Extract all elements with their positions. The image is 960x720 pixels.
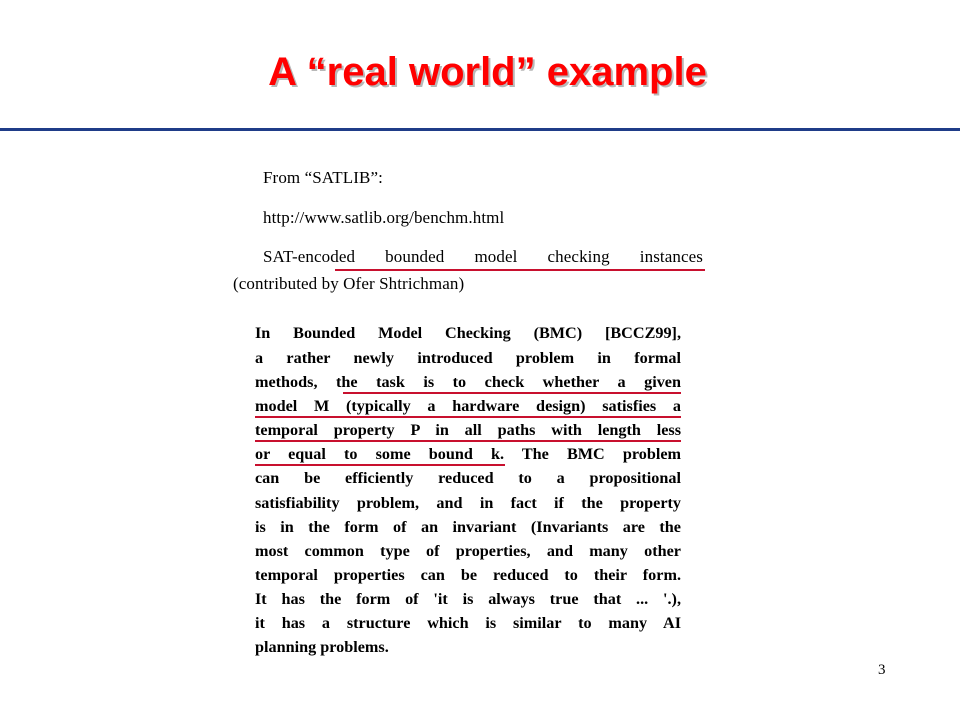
model-underline [255, 416, 681, 418]
paragraph-line: model M (typically a hardware design) satisfies a [255, 397, 681, 415]
heading-underline [335, 269, 705, 271]
paragraph-line: it has a structure which is similar to many AI [255, 614, 681, 632]
source-label: From “SATLIB”: [263, 168, 383, 187]
paragraph-line: satisfiability problem, and in fact if the property [255, 494, 681, 512]
paragraph-line: methods, the task is to check whether a given [255, 373, 681, 391]
contributor-line: (contributed by Ofer Shtrichman) [233, 274, 465, 293]
satlib-url: http://www.satlib.org/benchm.html [263, 208, 505, 227]
excerpt-heading: SAT-encoded bounded model checking instances [263, 247, 703, 266]
property-underline [255, 440, 681, 442]
paragraph-line: can be efficiently reduced to a propositional [255, 469, 681, 487]
task-underline [343, 392, 681, 394]
paragraph-line: is in the form of an invariant (Invariants are the [255, 518, 681, 536]
paragraph-line: most common type of properties, and many other [255, 542, 681, 560]
slide-title: A “real world” example [268, 50, 707, 94]
paragraph-line: or equal to some bound k. The BMC problem [255, 445, 681, 463]
scanned-excerpt [215, 150, 718, 680]
paragraph-line: In Bounded Model Checking (BMC) [BCCZ99], [255, 324, 681, 342]
paragraph-line: planning problems. [255, 638, 389, 656]
paragraph-line: a rather newly introduced problem in formal [255, 349, 681, 367]
paragraph-line: It has the form of 'it is always true that ... '.), [255, 590, 681, 608]
paragraph-line: temporal property P in all paths with length less [255, 421, 681, 439]
bound-underline [255, 464, 505, 466]
paragraph-line: temporal properties can be reduced to their form. [255, 566, 681, 584]
title-divider [0, 128, 960, 131]
page-number: 3 [878, 662, 886, 678]
